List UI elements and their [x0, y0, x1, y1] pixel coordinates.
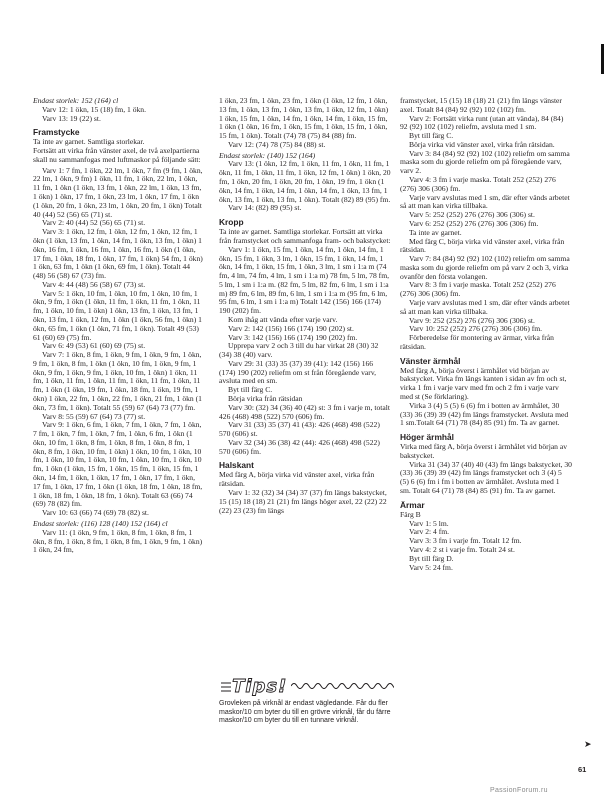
row: Byt till färg C. — [228, 385, 273, 395]
column-1 — [33, 97, 203, 557]
row: Varv 3: 142 (156) 166 (174) 190 (202) fm. — [228, 332, 358, 342]
row: Varv 29: 31 (33) 35 (37) 39 (41): 142 (156) 166 (174) 190 (202) reliefm om st från föregående varv, avsluta med en sm. — [219, 358, 377, 386]
section-heading-vanster-armhal: Vänster ärmhål — [400, 355, 461, 366]
row: Varv 30: (32) 34 (36) 40 (42) st: 3 fm i varje m, totalt 426 (468) 498 (522) 570 (606) fm. — [219, 402, 390, 421]
section-heading-hoger-armhal: Höger ärmhål — [400, 432, 454, 443]
row: Varv 2: 4 fm. — [409, 527, 450, 537]
row: Varv 5: 24 fm. — [409, 562, 453, 572]
size-note: Endast storlek: (116) 128 (140) 152 (164) cl — [33, 518, 168, 528]
row: Virka 31 (34) 37 (40) 40 (43) fm längs bakstycket, 30 (33) 36 (39) 39 (42) fm längs framstycket och 3 (4) 5 (5) 6 (6) fm i fm i botten av ärmhålet. Avsluta med 1 sm. Totalt 64 (71) 78 (84) 85 (91) fm. Ta av garnet. — [400, 459, 572, 496]
row: Varv 9: 1 ökn, 6 fm, 1 ökn, 7 fm, 1 ökn, 7 fm, 1 ökn, 7 fm, 1 ökn, 7 fm, 1 ökn, 7 fm, 1 ökn, 6 fm, 1 ökn (1 ökn, 10 fm, 1 ökn, 8 fm, 1 ökn, 8 fm, 1 ökn, 8 fm, 1 ökn, 8 fm, 1 ökn, 10 fm, 1 ökn) 1 ökn, 10 fm, 1 ökn, 10 fm, 1 ökn, 10 fm, 1 ökn, 10 fm, 1 ökn, 10 fm, 1 ökn, 10 fm, 1 ökn (1 ökn, 15 fm, 1 ökn, 15 fm, 1 ökn, 15 fm, 1 ökn, 14 fm, 1 ökn, 1 ökn, 17 fm, 1 ökn, 17 fm, 1 ökn, 17 fm, 1 ökn, 17 fm, 1 ökn (1 ökn, 18 fm, 1 ökn, 18 fm, 1 ökn, 18 fm, 1 ökn, 18 fm, 1 ökn). Totalt 63 (66) 74 (69) 78 (82) fm. — [33, 420, 203, 509]
framstycke-rows — [33, 167, 203, 518]
row: Varv 10: 252 (252) 276 (276) 306 (306) fm. — [409, 324, 543, 334]
section-heading-kropp: Kropp — [219, 217, 244, 228]
row: Varv 3: 3 fm i varje fm. Totalt 12 fm. — [409, 536, 522, 546]
row: Kom ihåg att vända efter varje varv. — [228, 314, 338, 324]
continue-arrow-icon: ➤ — [584, 740, 592, 750]
row: Varv 7: 84 (84) 92 (92) 102 (102) reliefm om samma maska som du gjorde reliefm om på varv 2 och 3, virka ovanför den första volangen. — [400, 254, 570, 281]
section-heading-framstycke: Framstycke — [33, 127, 80, 138]
row: Upprepa varv 2 och 3 till du har virkat 28 (30) 32 (34) 38 (40) varv. — [219, 341, 379, 360]
row: Varv 4: 3 fm i varje maska. Totalt 252 (252) 276 (276) 306 (306) fm. — [400, 175, 556, 193]
row: Varv 13: (1 ökn, 12 fm, 1 ökn, 11 fm, 1 ökn, 11 fm, 1 ökn, 11 fm, 1 ökn, 11 fm, 1 ökn, 12 fm, 1 ökn) 1 ökn, 20 fm, 1 ökn, 20 fm, 1 ökn, 20 fm, 1 ökn, 19 fm, 1 ökn (1 ökn, 14 fm, 1 ökn, 14 fm, 1 ökn, 14 fm, 1 ökn, 13 fm, 1 ökn, 13 fm, 1 ökn, 13 fm, 1 ökn). Totalt (82) 89 (95) fm. — [219, 159, 391, 204]
wavy-line-decoration-icon — [291, 679, 394, 693]
watermark: PassionForum.ru — [490, 787, 548, 794]
tips-box — [219, 675, 394, 726]
halskant-rows — [219, 471, 391, 515]
section-heading-halskant: Halskant — [219, 460, 254, 471]
row: Byt till färg C. — [409, 131, 454, 141]
row: Varv 2: Fortsätt virka runt (utan att vända), 84 (84) 92 (92) 102 (102) reliefm, avsluta med 1 sm. — [400, 113, 564, 132]
row: Virka 3 (4) 5 (5) 6 (6) fm i botten av ärmhålet, 30 (33) 36 (39) 39 (42) fm längs framstycket. Avsluta med 1 sm.Totalt 64 (71) 78 (84) 85 (91) fm. Ta av garnet. — [400, 400, 569, 428]
row: Varv 1: 1 ökn, 15 fm, 1 ökn, 14 fm, 1 ökn, 14 fm, 1 ökn, 15 fm, 1 ökn, 3 lm, 1 ökn, 15 fm, 1 ökn, 14 fm, 1 ökn, 14 fm, 1 ökn, 15 fm, 1 ökn, 3 lm, 1 sm i 1:a m (74 fm, 4 lm, 74 fm, 4 lm, 1 sm i 1:a m) 78 fm, 5 lm, 78 fm, 5 lm, 1 sm i 1:a m. (82 fm, 5 lm, 82 fm, 6 lm, 1 sm i 1:a m) 89 fm, 6 lm, 89 fm, 6 lm, 1 sm i 1:a m (95 fm, 6 lm, 95 fm, 6 lm, 1 sm i 1:a m) Totalt 142 (156) 166 (174) 190 (202) fm. — [219, 244, 390, 316]
column-2 — [219, 97, 391, 517]
paragraph: Ta inte av garnet. Samtliga storlekar. — [33, 137, 145, 147]
paragraph: Fortsätt att virka från vänster axel, de två axelpartierna skall nu sammanfogas med luftmaskor på följande sätt: — [33, 146, 201, 164]
row: Varv 5: 252 (252) 276 (276) 306 (306) st. — [409, 210, 535, 220]
row: Varv 5: 1 ökn, 10 fm, 1 ökn, 10 fm, 1 ökn, 10 fm, 1 ökn, 9 fm, 1 ökn (1 ökn, 11 fm, 1 ökn, 11 fm, 1 ökn, 11 fm, 1 ökn, 10 fm, 1 ökn) 1 ökn, 13 fm, 1 ökn, 13 fm, 1 ökn, 13 fm, 1 ökn, 12 fm, 1 ökn (1 ökn, 56 fm, 1 ökn) 1 ökn, 65 fm, 1 ökn (1 ökn, 71 fm, 1 ökn). Totalt 49 (53) 61 (60) 69 (75) fm. — [33, 288, 202, 342]
row: Varv 1: 5 lm. — [409, 518, 449, 528]
column-3 — [400, 97, 572, 574]
row: Byt till färg D. — [409, 553, 454, 563]
row: Börja virka vid vänster axel, virka från rätsidan. — [409, 139, 555, 149]
row: Varv 1: 7 fm, 1 ökn, 22 lm, 1 ökn, 7 fm (9 fm, 1 ökn, 22 lm, 1 ökn, 9 fm) 1 ökn, 11 fm, 1 ökn, 22 lm, 1 ökn, 11 fm, 1 ökn (1 ökn, 13 fm, 1 ökn, 22 lm, 1 ökn, 13 fm, 1 ökn) 1 ökn, 17 fm, 1 ökn, 23 lm, 1 ökn, 17 fm, 1 ökn (1 ökn, 20 fm, 1 ökn, 23 lm, 1 ökn, 20 fm, 1 ökn) Totalt 40 (44) 52 (56) 65 (71) st. — [33, 165, 203, 219]
armar-rows — [400, 511, 572, 572]
row: Varv 6: 252 (252) 276 (276) 306 (306) fm. — [409, 218, 539, 228]
row: 1 ökn, 23 fm, 1 ökn, 23 fm, 1 ökn (1 ökn, 12 fm, 1 ökn, 13 fm, 1 ökn, 13 fm, 1 ökn, 13 fm, 1 ökn, 12 fm, 1 ökn) 1 ökn, 15 fm, 1 ökn, 14 fm, 1 ökn, 14 fm, 1 ökn, 15 fm, 1 ökn (1 ökn, 16 fm, 1 ökn, 15 fm, 1 ökn, 15 fm, 1 ökn, 15 fm, 1 ökn). Totalt (74) 78 (75) 84 (88) fm. — [219, 96, 389, 141]
paragraph: Ta inte av garnet. Samtliga storlekar. Fortsätt att virka från framstycket och sammanfoga fram- och bakstycket: — [219, 227, 391, 245]
row: Varv 3: 1 ökn, 12 fm, 1 ökn, 12 fm, 1 ökn, 12 fm, 1 ökn (1 ökn, 13 fm, 1 ökn, 14 fm, 1 ökn, 13 fm, 1 ökn) 1 ökn, 16 fm, 1 ökn, 16 fm, 1 ökn, 16 fm, 1 ökn (1 ökn, 17 fm, 1 ökn, 18 fm, 1 ökn, 17 fm, 1 ökn) 54 fm, 1 ökn) 1 ökn, 63 fm, 1 ökn (1 ökn, 69 fm, 1 ökn). Totalt 44 (48) 56 (58) 67 (73) fm. — [33, 227, 203, 281]
row: Med färg C, börja virka vid vänster axel, virka från rätsidan. — [400, 236, 565, 255]
paragraph: Färg B — [400, 509, 421, 519]
rows-small — [33, 106, 203, 124]
size-note: Endast storlek: 152 (164) cl — [33, 96, 119, 105]
framstycke-intro — [33, 138, 203, 164]
rows-13-14 — [219, 160, 391, 213]
tips-text: Grovleken på virknål är endast vägledande. Får du fler maskor/10 cm byter du till en grövre virknål, får du färre maskor/10 cm byter du till en tunnare virknål. — [219, 700, 391, 725]
row: Varv 14: (82) 89 (95) st. — [228, 203, 302, 213]
row: Varv 3: 84 (84) 92 (92) 102 (102) reliefm om samma maska som du gjorde reliefm om på föregående varv, varv 2. — [400, 148, 570, 176]
hoger-armhal-rows — [400, 443, 572, 496]
row: Varv 2: 40 (44) 52 (56) 65 (71) st. — [42, 218, 146, 228]
halskant-continued — [400, 97, 572, 352]
row: framstycket, 15 (15) 18 (18) 21 (21) fm längs vänster axel. Totalt 84 (84) 92 (92) 102 (102) fm. — [400, 96, 562, 114]
section-heading-armar: Ärmar — [400, 499, 425, 510]
row: Varv 8: 3 fm i varje maska. Totalt 252 (252) 276 (276) 306 (306) fm. — [400, 280, 556, 299]
paragraph: Med färg A, börja virka vid vänster axel, virka från rätsidan. — [219, 470, 375, 489]
row: Börja virka från rätsidan — [228, 394, 303, 403]
row: Varv 6: 49 (53) 61 (60) 69 (75) st. — [42, 341, 146, 351]
row: Varv 11: (1 ökn, 9 fm, 1 ökn, 8 fm, 1 ökn, 8 fm, 1 ökn, 8 fm, 1 ökn, 8 fm, 1 ökn, 8 fm, 1 ökn, 9 fm, 1 ökn) 1 ökn, 24 fm, — [33, 527, 203, 555]
row: Varje varv avslutas med 1 sm, där efter vänds arbetet så att man kan virka tillbaka. — [400, 192, 570, 211]
paragraph: Virka med färg A, börja överst i ärmhålet vid början av bakstycket. — [400, 442, 568, 460]
row: Varje varv avslutas med 1 sm, där efter vänds arbetet så att man kan virka tillbaka. — [400, 297, 570, 316]
row: Varv 12: (74) 78 (75) 84 (88) st. — [228, 139, 326, 149]
dashes-decoration-icon — [219, 676, 232, 696]
vanster-armhal-rows — [400, 367, 572, 428]
row: Varv 8: 55 (59) 67 (64) 73 (77) st. — [42, 411, 146, 421]
continued-rows — [219, 97, 391, 150]
row: Varv 2: 142 (156) 166 (174) 190 (202) st. — [228, 323, 354, 333]
page-number: 61 — [578, 765, 587, 774]
size-note: Endast storlek: (140) 152 (164) — [219, 150, 316, 160]
tips-title: Tips! — [232, 675, 288, 697]
row: Varv 10: 63 (66) 74 (69) 78 (82) st. — [42, 508, 149, 518]
row-11 — [33, 529, 203, 555]
row: Varv 4: 2 st i varje fm. Totalt 24 st. — [409, 544, 515, 554]
row: Ta inte av garnet. — [409, 227, 462, 237]
tips-header — [219, 675, 394, 697]
row: Varv 13: 19 (22) st. — [42, 113, 101, 123]
row: Varv 4: 44 (48) 56 (58) 67 (73) st. — [42, 279, 146, 289]
paragraph: Med färg A, börja överst i ärmhålet vid början av bakstycket. Virka fm längs kanten i sidan av fm och st, virka 1 fm i varje varv med fm och 2 fm i varje varv med st (Se förklaring). — [400, 365, 567, 401]
row: Varv 1: 32 (32) 34 (34) 37 (37) fm längs bakstycket, 15 (15) 18 (18) 21 (21) fm längs höger axel, 22 (22) 22 (22) 23 (23) fm längs — [219, 488, 387, 515]
row: Varv 12: 1 ökn, 15 (18) fm, 1 ökn. — [42, 104, 146, 114]
row: Varv 31 (33) 35 (37) 41 (43): 426 (468) 498 (522) 570 (606) st. — [219, 420, 380, 439]
row: Varv 7: 1 ökn, 8 fm, 1 ökn, 9 fm, 1 ökn, 9 fm, 1 ökn, 9 fm, 1 ökn, 8 fm, 1 ökn (1 ökn, 10 fm, 1 ökn, 9 fm, 1 ökn, 9 fm, 1 ökn, 9 fm, 1 ökn, 10 fm, 1 ökn) 1 ökn, 11 fm, 1 ökn, 11 fm, 1 ökn, 11 fm, 1 ökn, 11 fm, 1 ökn, 11 fm, 1 ökn (1 ökn, 19 fm, 1 ökn, 18 fm, 1 ökn, 19 fm, 1 ökn) 1 ökn, 22 fm, 1 ökn, 22 fm, 1 ökn, 21 fm, 1 ökn (1 ökn, 73 fm, 1 ökn). Totalt 55 (59) 67 (64) 73 (77) fm. — [33, 350, 202, 412]
kropp-rows — [219, 228, 391, 456]
row: Varv 9: 252 (252) 276 (276) 306 (306) st. — [409, 315, 535, 325]
row: Varv 32 (34) 36 (38) 42 (44): 426 (468) 498 (522) 570 (606) fm. — [219, 437, 380, 456]
row: Förberedelse för montering av ärmar, virka från rätsidan. — [400, 333, 554, 351]
